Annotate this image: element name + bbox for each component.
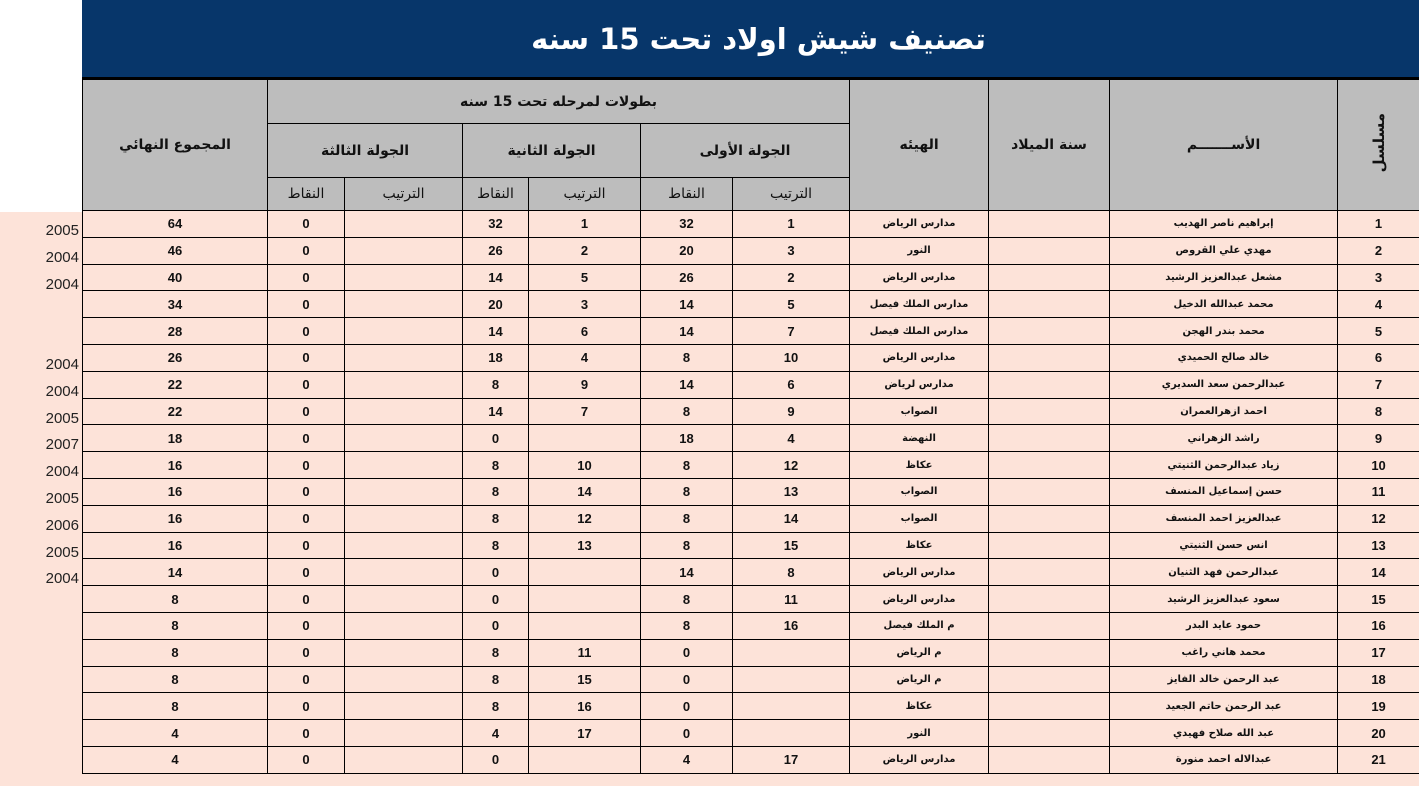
name-cell: عبدالاله احمد منورة [1110, 746, 1338, 773]
name-cell: إبراهيم ناصر الهديب [1110, 211, 1338, 238]
serial-cell: 19 [1338, 693, 1419, 720]
table-row [83, 693, 1419, 720]
table-row [83, 371, 1419, 398]
name-cell: خالد صالح الحميدي [1110, 344, 1338, 371]
name-cell: عبدالرحمن سعد السديري [1110, 371, 1338, 398]
r2-points-cell: 0 [463, 559, 529, 586]
side-birth-year: 2004 [45, 463, 79, 481]
r3-rank-cell [345, 559, 463, 586]
total-cell: 16 [83, 452, 268, 479]
ranking-table [82, 79, 1419, 774]
serial-cell: 18 [1338, 666, 1419, 693]
name-cell: عبد الرحمن حاتم الجعيد [1110, 693, 1338, 720]
r3-points-cell: 0 [268, 720, 345, 747]
r1-rank-cell: 3 [733, 237, 850, 264]
table-row [83, 612, 1419, 639]
r3-rank-cell [345, 425, 463, 452]
total-cell: 14 [83, 559, 268, 586]
serial-cell: 2 [1338, 237, 1419, 264]
r1-rank-cell [733, 720, 850, 747]
name-cell: عبد الله صلاح فهيدي [1110, 720, 1338, 747]
r3-rank-cell [345, 639, 463, 666]
r2-rank-cell [529, 612, 641, 639]
r3-points-cell: 0 [268, 452, 345, 479]
r3-rank-cell [345, 612, 463, 639]
table-row [83, 398, 1419, 425]
club-cell: مدارس الرياض [850, 746, 989, 773]
header-r3-rank: الترتيب [345, 178, 463, 211]
r3-points-cell: 0 [268, 425, 345, 452]
birth-year-cell [989, 693, 1110, 720]
club-cell: الصواب [850, 478, 989, 505]
birth-year-cell [989, 532, 1110, 559]
r2-rank-cell: 4 [529, 344, 641, 371]
r3-rank-cell [345, 211, 463, 238]
r1-points-cell: 14 [641, 559, 733, 586]
r1-rank-cell [733, 639, 850, 666]
total-cell: 26 [83, 344, 268, 371]
club-cell: عكاظ [850, 532, 989, 559]
club-cell: م الرياض [850, 639, 989, 666]
r2-rank-cell: 14 [529, 478, 641, 505]
r1-points-cell: 0 [641, 666, 733, 693]
table-row [83, 559, 1419, 586]
birth-year-cell [989, 639, 1110, 666]
serial-cell: 17 [1338, 639, 1419, 666]
name-cell: حسن إسماعيل المنسف [1110, 478, 1338, 505]
header-name: الأســـــــم [1110, 80, 1338, 211]
r3-rank-cell [345, 586, 463, 613]
r2-points-cell: 0 [463, 746, 529, 773]
r2-rank-cell [529, 559, 641, 586]
total-cell: 34 [83, 291, 268, 318]
total-cell: 28 [83, 318, 268, 345]
header-r3-points: النقاط [268, 178, 345, 211]
r1-rank-cell: 4 [733, 425, 850, 452]
total-cell: 40 [83, 264, 268, 291]
r2-rank-cell: 6 [529, 318, 641, 345]
r2-rank-cell: 5 [529, 264, 641, 291]
r3-rank-cell [345, 693, 463, 720]
birth-year-cell [989, 746, 1110, 773]
club-cell: مدارس الملك فيصل [850, 291, 989, 318]
name-cell: راشد الزهراني [1110, 425, 1338, 452]
side-birth-year: 2005 [45, 543, 79, 561]
side-birth-year: 2005 [45, 490, 79, 507]
table-row [83, 211, 1419, 238]
serial-cell: 1 [1338, 211, 1419, 238]
r2-rank-cell: 15 [529, 666, 641, 693]
serial-cell: 14 [1338, 559, 1419, 586]
total-cell: 46 [83, 237, 268, 264]
serial-cell: 16 [1338, 612, 1419, 639]
table-row [83, 639, 1419, 666]
birth-year-cell [989, 425, 1110, 452]
r3-rank-cell [345, 478, 463, 505]
r3-rank-cell [345, 746, 463, 773]
r3-rank-cell [345, 532, 463, 559]
r2-rank-cell [529, 746, 641, 773]
r2-rank-cell: 9 [529, 371, 641, 398]
r1-rank-cell: 13 [733, 478, 850, 505]
r3-points-cell: 0 [268, 586, 345, 613]
table-row [83, 318, 1419, 345]
side-birth-year: 2004 [45, 382, 79, 400]
club-cell: مدارس الملك فيصل [850, 318, 989, 345]
r1-points-cell: 32 [641, 211, 733, 238]
r3-points-cell: 0 [268, 559, 345, 586]
serial-cell: 6 [1338, 344, 1419, 371]
r2-rank-cell: 17 [529, 720, 641, 747]
r2-rank-cell: 13 [529, 532, 641, 559]
club-cell: النهضة [850, 425, 989, 452]
header-round3: الجولة الثالثة [268, 124, 463, 178]
name-cell: انس حسن الثنيتي [1110, 532, 1338, 559]
side-birth-year: 2004 [45, 248, 79, 266]
header-serial-label: مسلسل [1369, 113, 1388, 173]
total-cell: 8 [83, 612, 268, 639]
r2-points-cell: 14 [463, 318, 529, 345]
r2-rank-cell: 7 [529, 398, 641, 425]
name-cell: عبدالعزيز احمد المنسف [1110, 505, 1338, 532]
r1-points-cell: 8 [641, 344, 733, 371]
r1-rank-cell: 14 [733, 505, 850, 532]
table-row [83, 344, 1419, 371]
total-cell: 16 [83, 532, 268, 559]
page-title: تصنيف شيش اولاد تحت 15 سنه [531, 21, 986, 56]
header-r1-rank: الترتيب [733, 178, 850, 211]
serial-cell: 20 [1338, 720, 1419, 747]
serial-cell: 11 [1338, 478, 1419, 505]
r3-rank-cell [345, 291, 463, 318]
r1-rank-cell: 17 [733, 746, 850, 773]
r1-rank-cell: 1 [733, 211, 850, 238]
table-row [83, 586, 1419, 613]
total-cell: 8 [83, 586, 268, 613]
side-birth-year: 2004 [45, 570, 79, 588]
total-cell: 8 [83, 693, 268, 720]
ranking-sheet [82, 0, 1419, 786]
name-cell: حمود عايد البدر [1110, 612, 1338, 639]
total-cell: 22 [83, 371, 268, 398]
birth-year-cell [989, 666, 1110, 693]
r1-points-cell: 0 [641, 693, 733, 720]
table-row [83, 746, 1419, 773]
name-cell: مهدي علي القروص [1110, 237, 1338, 264]
serial-cell: 7 [1338, 371, 1419, 398]
header-r2-points: النقاط [463, 178, 529, 211]
r2-rank-cell: 3 [529, 291, 641, 318]
club-cell: عكاظ [850, 693, 989, 720]
r3-points-cell: 0 [268, 612, 345, 639]
birth-year-cell [989, 478, 1110, 505]
r2-points-cell: 8 [463, 505, 529, 532]
r2-points-cell: 0 [463, 612, 529, 639]
r3-points-cell: 0 [268, 398, 345, 425]
name-cell: محمد هاني راغب [1110, 639, 1338, 666]
table-row [83, 478, 1419, 505]
r3-points-cell: 0 [268, 344, 345, 371]
birth-year-side-column [0, 212, 82, 786]
r1-rank-cell: 6 [733, 371, 850, 398]
club-cell: مدارس الرياض [850, 344, 989, 371]
total-cell: 4 [83, 746, 268, 773]
r2-rank-cell: 2 [529, 237, 641, 264]
r2-rank-cell [529, 425, 641, 452]
r2-points-cell: 8 [463, 452, 529, 479]
side-birth-year: 2005 [45, 222, 79, 239]
r2-points-cell: 20 [463, 291, 529, 318]
r1-points-cell: 26 [641, 264, 733, 291]
r1-rank-cell: 9 [733, 398, 850, 425]
name-cell: سعود عبدالعزيز الرشيد [1110, 586, 1338, 613]
r3-points-cell: 0 [268, 505, 345, 532]
r1-rank-cell [733, 693, 850, 720]
r3-points-cell: 0 [268, 237, 345, 264]
total-cell: 16 [83, 478, 268, 505]
r3-points-cell: 0 [268, 666, 345, 693]
birth-year-cell [989, 264, 1110, 291]
r2-points-cell: 8 [463, 532, 529, 559]
r1-rank-cell: 16 [733, 612, 850, 639]
side-birth-year: 2005 [45, 409, 79, 427]
r3-points-cell: 0 [268, 639, 345, 666]
club-cell: مدارس الرياض [850, 586, 989, 613]
r1-points-cell: 8 [641, 612, 733, 639]
name-cell: احمد ازهرالعمران [1110, 398, 1338, 425]
header-round2: الجولة الثانية [463, 124, 641, 178]
r1-points-cell: 14 [641, 318, 733, 345]
r1-points-cell: 18 [641, 425, 733, 452]
header-r2-rank: الترتيب [529, 178, 641, 211]
r1-rank-cell [733, 666, 850, 693]
r3-rank-cell [345, 452, 463, 479]
club-cell: مدارس الرياض [850, 264, 989, 291]
r3-points-cell: 0 [268, 318, 345, 345]
name-cell: محمد بندر الهجن [1110, 318, 1338, 345]
r1-points-cell: 8 [641, 398, 733, 425]
r3-rank-cell [345, 398, 463, 425]
r3-rank-cell [345, 237, 463, 264]
birth-year-cell [989, 398, 1110, 425]
r2-rank-cell: 1 [529, 211, 641, 238]
club-cell: مدارس لرياض [850, 371, 989, 398]
club-cell: مدارس الرياض [850, 559, 989, 586]
r1-points-cell: 8 [641, 586, 733, 613]
r1-rank-cell: 7 [733, 318, 850, 345]
total-cell: 16 [83, 505, 268, 532]
name-cell: عبدالرحمن فهد الثنيان [1110, 559, 1338, 586]
r2-rank-cell: 12 [529, 505, 641, 532]
r2-points-cell: 14 [463, 398, 529, 425]
r1-rank-cell: 11 [733, 586, 850, 613]
birth-year-cell [989, 344, 1110, 371]
serial-cell: 3 [1338, 264, 1419, 291]
total-cell: 8 [83, 639, 268, 666]
club-cell: الصواب [850, 505, 989, 532]
birth-year-cell [989, 452, 1110, 479]
r2-points-cell: 4 [463, 720, 529, 747]
r2-points-cell: 8 [463, 371, 529, 398]
r1-points-cell: 8 [641, 452, 733, 479]
serial-cell: 9 [1338, 425, 1419, 452]
header-birth-year: سنة الميلاد [989, 80, 1110, 211]
table-row [83, 264, 1419, 291]
header-total: المجموع النهائي [83, 80, 268, 211]
birth-year-cell [989, 505, 1110, 532]
birth-year-cell [989, 559, 1110, 586]
r1-rank-cell: 15 [733, 532, 850, 559]
r2-points-cell: 18 [463, 344, 529, 371]
birth-year-cell [989, 612, 1110, 639]
table-row [83, 452, 1419, 479]
name-cell: زياد عبدالرحمن الثنيتي [1110, 452, 1338, 479]
r3-points-cell: 0 [268, 371, 345, 398]
r3-rank-cell [345, 318, 463, 345]
r2-points-cell: 8 [463, 693, 529, 720]
title-bar [82, 0, 1419, 79]
header-r1-points: النقاط [641, 178, 733, 211]
r2-points-cell: 8 [463, 639, 529, 666]
header-serial [1338, 80, 1419, 211]
table-row [83, 425, 1419, 452]
r3-points-cell: 0 [268, 264, 345, 291]
r1-rank-cell: 10 [733, 344, 850, 371]
club-cell: مدارس الرياض [850, 211, 989, 238]
r2-points-cell: 14 [463, 264, 529, 291]
side-birth-year: 2004 [45, 356, 79, 373]
r2-points-cell: 0 [463, 425, 529, 452]
r1-points-cell: 14 [641, 291, 733, 318]
r3-points-cell: 0 [268, 532, 345, 559]
r3-rank-cell [345, 720, 463, 747]
r1-points-cell: 0 [641, 639, 733, 666]
r1-rank-cell: 12 [733, 452, 850, 479]
r3-points-cell: 0 [268, 211, 345, 238]
r3-rank-cell [345, 344, 463, 371]
name-cell: مشعل عبدالعزيز الرشيد [1110, 264, 1338, 291]
birth-year-cell [989, 237, 1110, 264]
side-birth-year: 2007 [45, 436, 79, 454]
serial-cell: 4 [1338, 291, 1419, 318]
total-cell: 18 [83, 425, 268, 452]
club-cell: النور [850, 720, 989, 747]
club-cell: النور [850, 237, 989, 264]
r3-points-cell: 0 [268, 478, 345, 505]
r1-points-cell: 20 [641, 237, 733, 264]
r2-rank-cell [529, 586, 641, 613]
birth-year-cell [989, 291, 1110, 318]
table-row [83, 505, 1419, 532]
r1-points-cell: 8 [641, 505, 733, 532]
r2-points-cell: 8 [463, 666, 529, 693]
total-cell: 8 [83, 666, 268, 693]
side-birth-year: 2006 [45, 516, 79, 534]
r2-rank-cell: 16 [529, 693, 641, 720]
r2-points-cell: 26 [463, 237, 529, 264]
r1-rank-cell: 8 [733, 559, 850, 586]
r3-rank-cell [345, 371, 463, 398]
r3-points-cell: 0 [268, 746, 345, 773]
serial-cell: 21 [1338, 746, 1419, 773]
r3-points-cell: 0 [268, 693, 345, 720]
r3-rank-cell [345, 666, 463, 693]
serial-cell: 10 [1338, 452, 1419, 479]
birth-year-cell [989, 586, 1110, 613]
serial-cell: 13 [1338, 532, 1419, 559]
serial-cell: 5 [1338, 318, 1419, 345]
header-round1: الجولة الأولى [641, 124, 850, 178]
club-cell: الصواب [850, 398, 989, 425]
serial-cell: 12 [1338, 505, 1419, 532]
r2-points-cell: 32 [463, 211, 529, 238]
table-row [83, 720, 1419, 747]
club-cell: م الملك فيصل [850, 612, 989, 639]
r1-points-cell: 4 [641, 746, 733, 773]
serial-cell: 8 [1338, 398, 1419, 425]
table-row [83, 532, 1419, 559]
table-row [83, 666, 1419, 693]
r2-points-cell: 8 [463, 478, 529, 505]
table-row [83, 237, 1419, 264]
club-cell: عكاظ [850, 452, 989, 479]
r1-points-cell: 8 [641, 478, 733, 505]
name-cell: عبد الرحمن خالد الفايز [1110, 666, 1338, 693]
r2-rank-cell: 11 [529, 639, 641, 666]
birth-year-cell [989, 720, 1110, 747]
r3-points-cell: 0 [268, 291, 345, 318]
table-row [83, 291, 1419, 318]
r1-rank-cell: 2 [733, 264, 850, 291]
r1-rank-cell: 5 [733, 291, 850, 318]
total-cell: 64 [83, 211, 268, 238]
total-cell: 22 [83, 398, 268, 425]
r1-points-cell: 0 [641, 720, 733, 747]
side-birth-year: 2004 [45, 275, 79, 293]
r1-points-cell: 14 [641, 371, 733, 398]
r2-points-cell: 0 [463, 586, 529, 613]
birth-year-cell [989, 211, 1110, 238]
r3-rank-cell [345, 505, 463, 532]
header-championships: بطولات لمرحله تحت 15 سنه [268, 80, 850, 124]
r1-points-cell: 8 [641, 532, 733, 559]
name-cell: محمد عبدالله الدخيل [1110, 291, 1338, 318]
header-club: الهيئه [850, 80, 989, 211]
serial-cell: 15 [1338, 586, 1419, 613]
birth-year-cell [989, 371, 1110, 398]
r2-rank-cell: 10 [529, 452, 641, 479]
r3-rank-cell [345, 264, 463, 291]
total-cell: 4 [83, 720, 268, 747]
club-cell: م الرياض [850, 666, 989, 693]
birth-year-cell [989, 318, 1110, 345]
